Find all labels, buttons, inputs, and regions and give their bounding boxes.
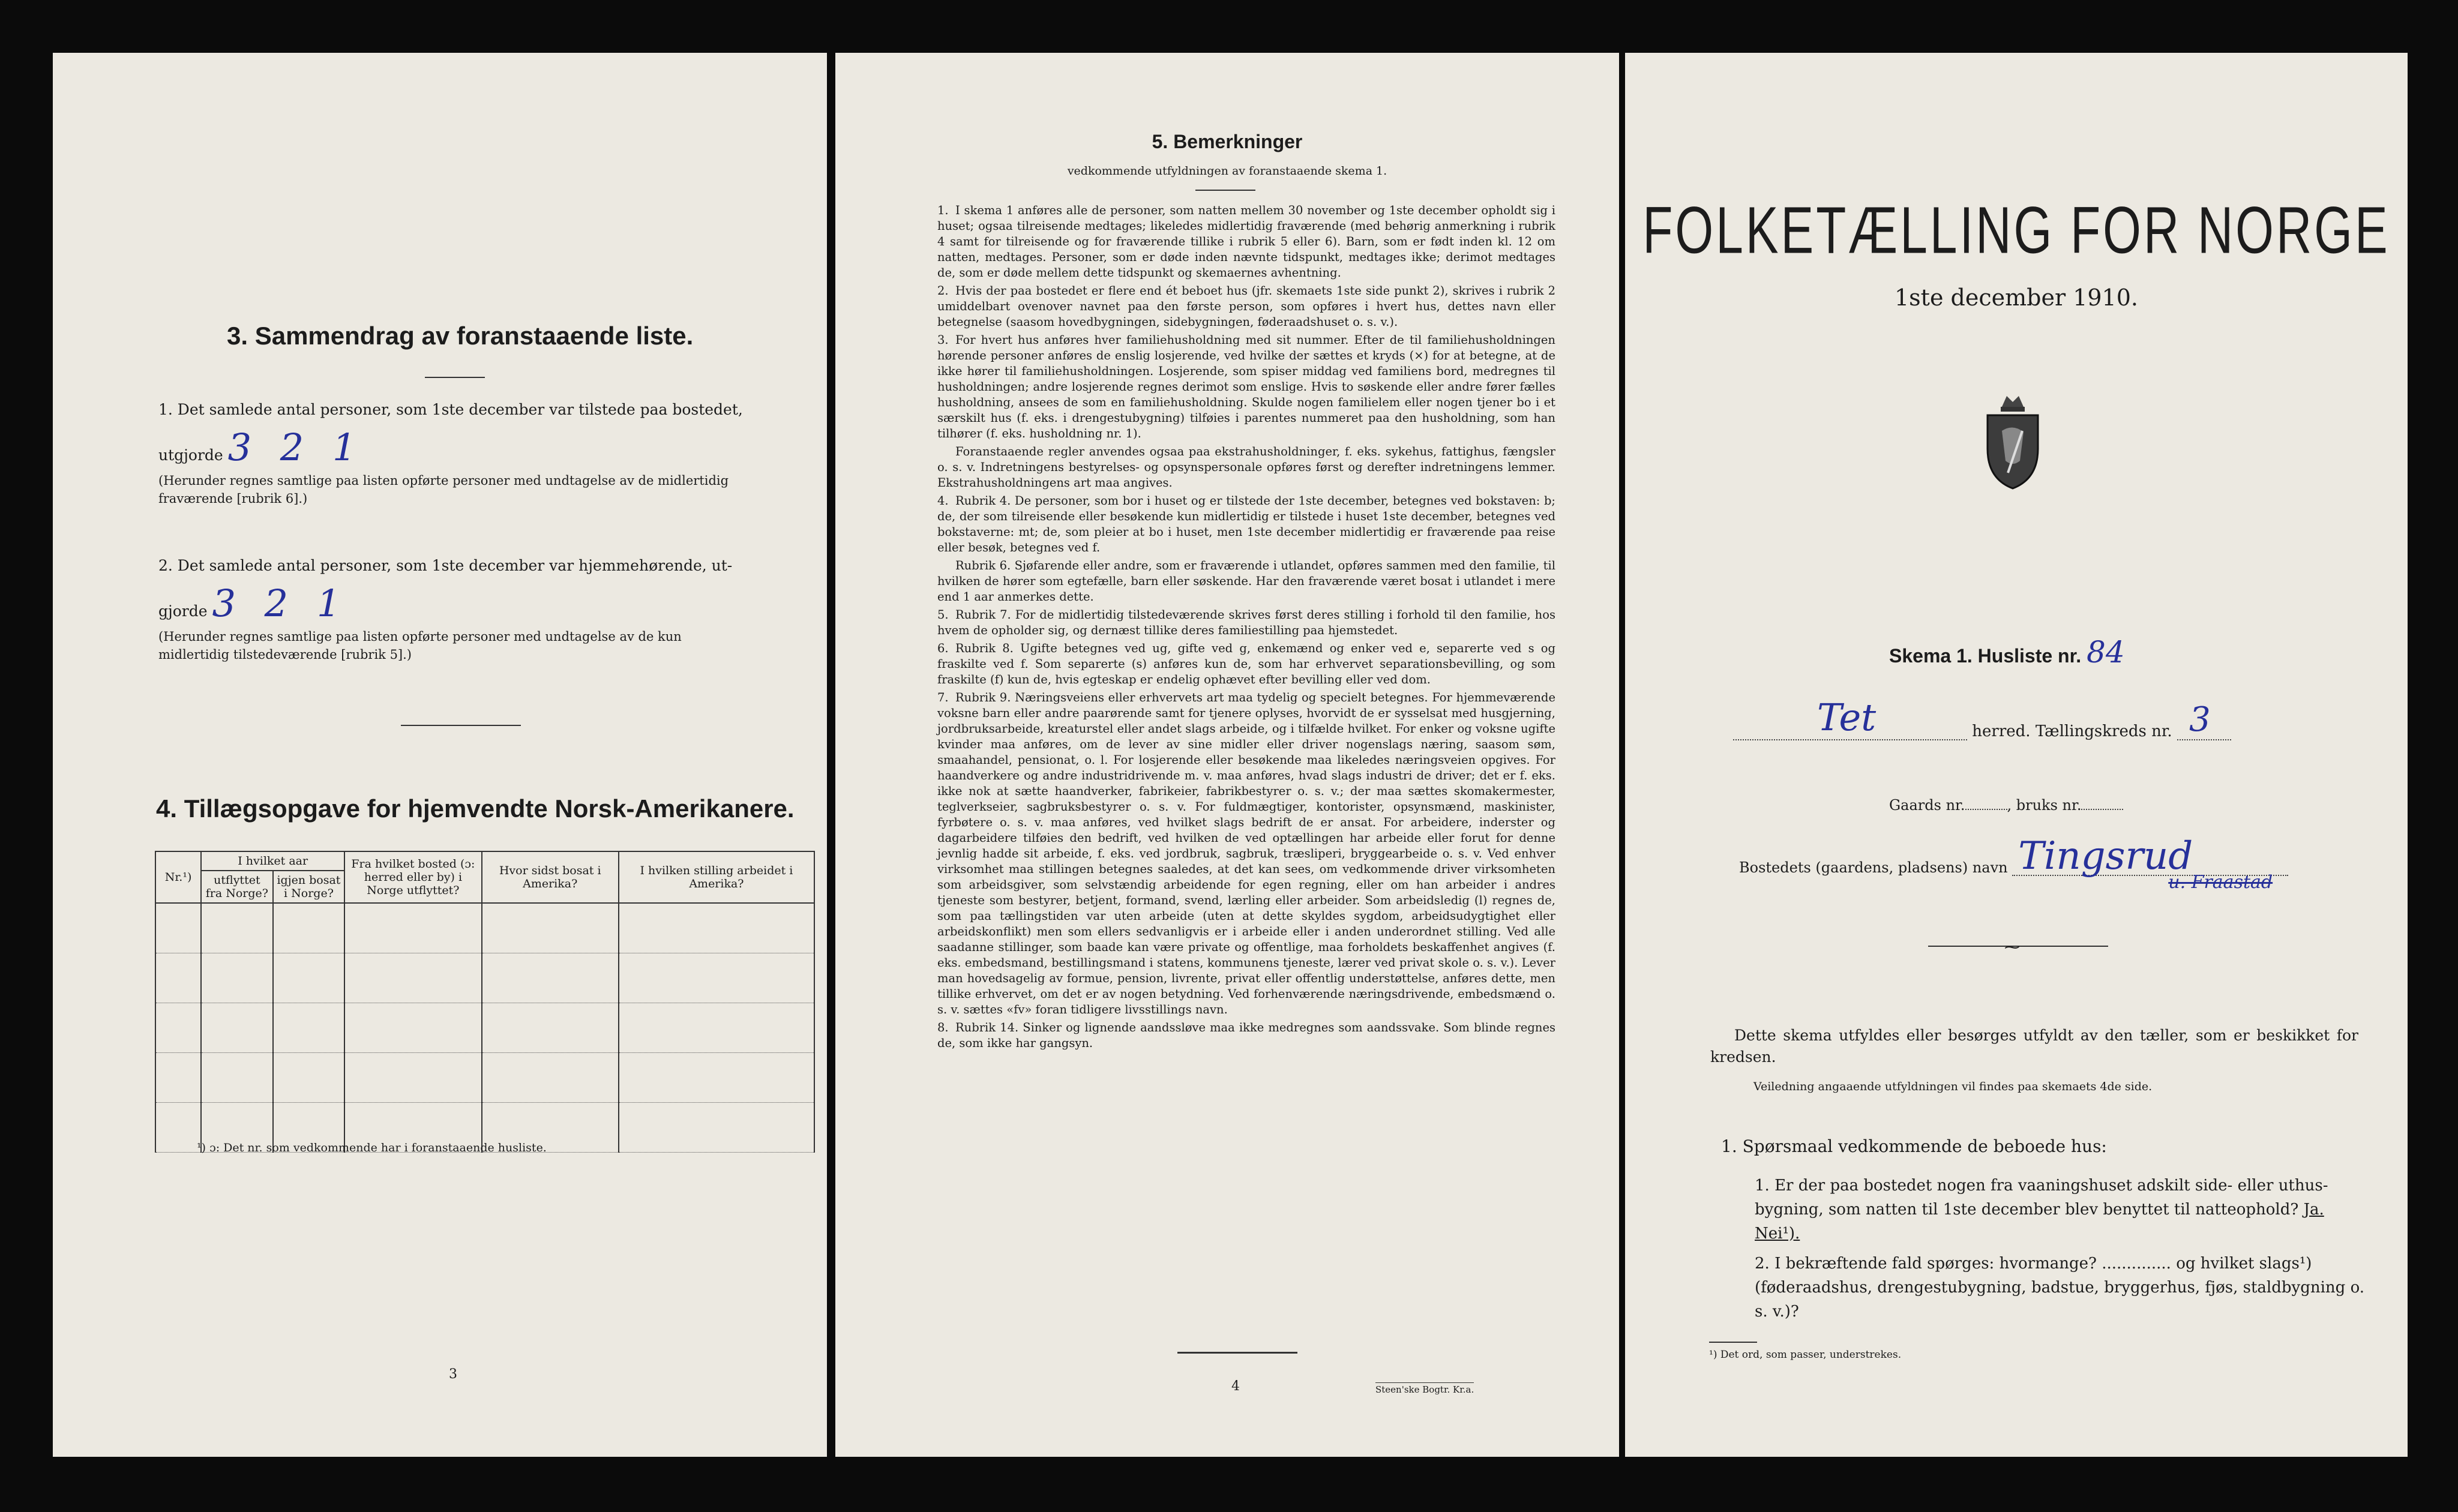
herred-label: herred. [1972, 722, 2031, 740]
remark-paragraph [937, 1020, 1555, 1051]
item2-note: (Herunder regnes samtlige paa listen opførte personer med undtagelse av de kun midlertidig tilstedeværende [rubrik 5].) [158, 629, 682, 662]
question-1-options[interactable]: Ja. Nei¹). [1755, 1201, 2324, 1243]
bruks-label: bruks nr. [2016, 797, 2082, 814]
table-cell[interactable] [273, 903, 345, 953]
item2-lead: gjorde [158, 602, 208, 620]
intro-text: Dette skema utfyldes eller besørges utfyldt av den tæller, som er beskikket for kredsen. [1710, 1027, 2358, 1066]
remark-paragraph [937, 283, 1555, 330]
col-hvor: Hvor sidst bosat i Amerika? [482, 851, 619, 903]
gaards-field[interactable] [1965, 809, 2007, 810]
bosted-line [1739, 834, 2399, 893]
table-cell[interactable] [201, 953, 273, 1003]
remark-paragraph [937, 203, 1555, 281]
col-stilling: I hvilken stilling arbeidet i Amerika? [619, 851, 814, 903]
remark-text: For hvert hus anføres hver familiehusholdning med sit nummer. Efter de til familiehusholdningen hørende personer anføres de enslig losjerende, ved hvilke der sættes et kryds (×) for at betegne, at de ikke hører til familiehusholdningen. Losjerende, som spiser middag ved familiens bord, medregnes til husholdningen; andre losjerende regnes derimot som enslige. Hvis to søskende eller andre fører fælles husholdning, ansees de som en familiehusholdning. Skulde nogen familielem eller nogen tjener bo i et særskilt hus (f. eks. i drengestubygning) tilføies i parentes nummeret paa den husholdning, som han tilhører (f. eks. husholdning nr. 1). [937, 333, 1555, 440]
remarks-list [937, 203, 1555, 1054]
remark-text: I skema 1 anføres alle de personer, som natten mellem 30 november og 1ste december opholdt sig i huset; ogsaa tilreisende medtages; likeledes midlertidig fraværende (med behørig anmerkning i rubrik 4 samt for tilreisende og for fraværende tillike i rubrik 5 eller 6). Barn, som er født inden kl. 12 om natten, medtages. Personer, som er døde inden nævnte tidspunkt, medtages ikke; derimot medtages de, som er døde mellem dette tidspunkt og skemaernes avhentning. [937, 203, 1555, 280]
item1-value[interactable]: 3 2 1 [227, 425, 365, 469]
coat-of-arms-icon [1984, 389, 2042, 491]
table-cell[interactable] [482, 1003, 619, 1053]
page-number: 3 [449, 1367, 457, 1382]
table-cell[interactable] [344, 903, 481, 953]
col-utflyttet: utflyttet fra Norge? [201, 871, 273, 903]
question-2: 2. I bekræftende fald spørges: hvormange? .............. og hvilket slags¹) (føderaadshus, drengestubygning, badstue, bryggerhus, fjøs, staldbygning o. s. v.)? [1755, 1255, 2365, 1321]
remark-text: Foranstaaende regler anvendes ogsaa paa ekstrahusholdninger, f. eks. sykehus, fattighus, fængsler o. s. v. Indretningens bestyrelses- og opsynspersonale opføres først og derefter indretningens lemmer. Ekstrahusholdningens art maa angives. [937, 445, 1555, 490]
table-row [155, 903, 814, 953]
footnote: ¹) Det ord, som passer, understrekes. [1709, 1349, 1902, 1361]
section3-title: 3. Sammendrag av foranstaaende liste. [227, 322, 694, 350]
remark-number: 2. [937, 284, 949, 298]
table-cell[interactable] [201, 1053, 273, 1103]
questions-heading: 1. Spørsmaal vedkommende de beboede hus: [1721, 1136, 2107, 1156]
item1-text: 1. Det samlede antal personer, som 1ste december var tilstede paa bostedet, [158, 401, 743, 418]
page-right [1625, 53, 2408, 1457]
table-cell[interactable] [344, 1003, 481, 1053]
item1-note: (Herunder regnes samtlige paa listen opførte personer med undtagelse av de midlertidig fraværende [rubrik 6].) [158, 473, 729, 506]
table-cell[interactable] [482, 903, 619, 953]
divider [401, 725, 521, 726]
gaards-line: Gaards nr. , bruks nr. [1889, 797, 2123, 814]
divider [1709, 1342, 1757, 1343]
item2-value[interactable]: 3 2 1 [212, 581, 349, 625]
remark-number: 7. [937, 691, 949, 704]
table-cell[interactable] [344, 1053, 481, 1103]
remark-number: 6. [937, 641, 949, 655]
table-cell[interactable] [155, 1053, 201, 1103]
remark-number: 8. [937, 1021, 949, 1034]
remark-number: 5. [937, 608, 949, 622]
col-group-year: I hvilket aar [201, 851, 344, 871]
table-cell[interactable] [482, 953, 619, 1003]
table-cell[interactable] [482, 1053, 619, 1103]
table-cell[interactable] [155, 1003, 201, 1053]
bruks-field[interactable] [2081, 809, 2123, 810]
kreds-field[interactable] [2177, 700, 2231, 740]
herred-field[interactable] [1733, 695, 1967, 740]
remark-paragraph [937, 641, 1555, 688]
item2-text: 2. Det samlede antal personer, som 1ste december var hjemmehørende, ut- [158, 557, 733, 574]
table-row [155, 1053, 814, 1103]
kreds-value: 3 [2189, 700, 2211, 739]
page-number: 4 [1231, 1379, 1240, 1394]
remark-paragraph [937, 690, 1555, 1018]
table-row [155, 1003, 814, 1053]
summary-item-2 [158, 557, 819, 664]
table-cell[interactable] [619, 903, 814, 953]
remarks-title: 5. Bemerkninger [1152, 131, 1303, 152]
remark-text: Rubrik 4. De personer, som bor i huset og er tilstede der 1ste december, betegnes ved bokstaven: b; de, der som tilreisende eller besøkende kun midlertidig er tilstede i huset 1ste december, betegnes ved bokstaverne: mt; de, som pleier at bo i huset, men 1ste december midlertidig er fraværende paa reise eller besøk, betegnes ved f. [937, 494, 1555, 554]
printer-mark: Steen'ske Bogtr. Kr.a. [1375, 1382, 1474, 1395]
remark-text: Rubrik 7. For de midlertidig tilstedeværende skrives først deres stilling i forhold til den familie, hos hvem de opholder sig, og dernæst tillike deres familiestilling paa hjemstedet. [937, 608, 1555, 637]
table-cell[interactable] [619, 953, 814, 1003]
remark-number: 4. [937, 494, 949, 508]
table-cell[interactable] [619, 1103, 814, 1153]
bosted-label: Bostedets (gaardens, pladsens) navn [1739, 859, 2008, 876]
remark-text: Rubrik 9. Næringsveiens eller erhvervets art maa tydelig og specielt betegnes. For hjemmeværende voksne barn eller andre paarørende samt for tjenere oplyses, hvorvidt de er sysselsat med husgjerning, jordbruksarbeide, kreaturstel eller andet slags arbeide, og i tilfælde hvilket. For enker og voksne ugifte kvinder maa anføres, om de lever av sine midler eller driver nogenslags næring, saasom søm, smaahandel, pensionat, o. l. For losjerende eller besøkende maa likeledes næringsveien opgives. For haandverkere og andre industridrivende m. v. maa anføres, hvad slags industri de driver; det er f. eks. ikke nok at sætte haandverker, fabrikeier, fabrikbestyrer o. s. v.; der maa sættes skomakermester, teglverkseier, sagbruksbestyrer o. s. v. For fuldmægtiger, kontorister, opsynsmænd, maskinister, fyrbøtere o. s. v. maa anføres, ved hvilket slags bedrift de er ansat. For arbeidere, inderster og dagarbeidere tilføies den bedrift, ved hvilken de ved optællingen har arbeide eller forut for denne jevnlig hadde sit arbeide, f. eks. ved jordbruk, sagbruk, træsliperi, bryggearbeide o. s. v. Ved enhver virksomhet maa stillingen betegnes saaledes, at det kan sees, om vedkommende driver virksomheten som arbeidsgiver, som selvstændig arbeidende for egen regning, eller om han arbeider i andres tjeneste som bestyrer, betjent, formand, svend, lærling eller arbeider. Som arbeidsledig (l) regnes de, som paa tællingstiden var uten arbeide (uten at dette skyldes sygdom, arbeidsudygtighet eller arbeidskonflikt) men som ellers sedvanligvis er i arbeide eller i anden underordnet stilling. Ved alle saadanne stillinger, som baade kan være private og offentlige, maa forholdets beskaffenhet angives (f. eks. embedsmand, bestillingsmand i statens, kommunens tjeneste, lærer ved privat skole o. s. v.). Lever man hovedsagelig av formue, pension, livrente, privat eller offentlig understøttelse, anføres dette, men tillike erhvervet, om det er av nogen betydning. Ved forhenværende næringsdrivende, embedsmænd o. s. v. sættes «fv» foran tidligere livsstillings navn. [937, 691, 1555, 1016]
table-cell[interactable] [273, 1003, 345, 1053]
remark-text: Rubrik 6. Sjøfarende eller andre, som er fraværende i utlandet, opføres sammen med den familie, til hvilken de hører som egtefælle, barn eller søskende. Har den fraværende været bosat i utlandet i mere end 1 aar anmerkes dette. [937, 559, 1555, 604]
page-left [53, 53, 827, 1457]
item1-lead: utgjorde [158, 446, 223, 464]
remark-paragraph [937, 444, 1555, 491]
summary-item-1 [158, 401, 819, 508]
col-nr: Nr.¹) [155, 851, 201, 903]
table-cell[interactable] [155, 1103, 201, 1153]
bosted-field[interactable] [2012, 834, 2288, 893]
gaards-label: Gaards nr. [1889, 797, 1965, 814]
footnote: ¹) ɔ: Det nr. som vedkommende har i foranstaaende husliste. [197, 1141, 547, 1154]
remark-paragraph [937, 493, 1555, 556]
census-title: FOLKETÆLLING FOR NORGE [1642, 193, 2390, 268]
herred-value: Tet [1817, 695, 1877, 739]
norsk-amerikanere-table [155, 851, 815, 1153]
table-cell[interactable] [273, 1053, 345, 1103]
page-middle [835, 53, 1619, 1457]
skema-label: Skema 1. Husliste nr. [1889, 645, 2082, 667]
bosted-struck: u. Fraastad [2168, 872, 2273, 893]
table-cell[interactable] [344, 953, 481, 1003]
remark-text: Hvis der paa bostedet er flere end ét beboet hus (jfr. skemaets 1ste side punkt 2), skrives i rubrik 2 umiddelbart ovenover navnet paa den første person, som opføres i hvert hus, dettes navn eller betegnelse (saasom hovedbygningen, sidebygningen, føderaadshuset o. s. v.). [937, 284, 1555, 329]
section4-title: 4. Tillægsopgave for hjemvendte Norsk-Amerikanere. [156, 794, 795, 823]
question-1 [1755, 1174, 2373, 1246]
table-cell[interactable] [155, 903, 201, 953]
flourish-icon: ⁓ [2004, 938, 2020, 956]
remark-number: 1. [937, 203, 949, 217]
remark-paragraph [937, 332, 1555, 442]
table-cell[interactable] [273, 953, 345, 1003]
herred-line [1733, 695, 2381, 740]
table-cell[interactable] [619, 1053, 814, 1103]
husliste-number[interactable]: 84 [2087, 635, 2125, 670]
bosted-value: Tingsrud [2018, 834, 2193, 878]
col-igjen: igjen bosat i Norge? [273, 871, 345, 903]
remarks-subtitle: vedkommende utfyldningen av foranstaaende skema 1. [1067, 164, 1387, 178]
col-fra: Fra hvilket bosted (ɔ: herred eller by) i Norge utflyttet? [344, 851, 481, 903]
divider [1195, 190, 1255, 191]
remark-text: Rubrik 14. Sinker og lignende aandssløve maa ikke medregnes som aandssvake. Som blinde regnes de, som ikke har gangsyn. [937, 1021, 1555, 1050]
table-cell[interactable] [201, 903, 273, 953]
table-cell[interactable] [619, 1003, 814, 1053]
census-date: 1ste december 1910. [1895, 284, 2138, 311]
remark-paragraph [937, 607, 1555, 638]
remark-paragraph [937, 558, 1555, 605]
table-cell[interactable] [201, 1003, 273, 1053]
divider [1177, 1352, 1297, 1354]
table-row [155, 953, 814, 1003]
remark-number: 3. [937, 333, 949, 347]
divider [425, 377, 485, 378]
kreds-label: Tællingskreds nr. [2035, 722, 2172, 740]
question-1-text: 1. Er der paa bostedet nogen fra vaaningshuset adskilt side- eller uthus-bygning, som natten til 1ste december blev benyttet til natteophold? [1755, 1177, 2328, 1219]
remark-text: Rubrik 8. Ugifte betegnes ved ug, gifte ved g, enkemænd og enker ved e, separerte ved s og fraskilte ved f. Som separerte (s) anføres kun de, som har erhvervet separationsbevilling, og som fraskilte (f) kun de, hvis egteskap er endelig ophævet efter bevilling eller ved dom. [937, 641, 1555, 686]
table-cell[interactable] [155, 953, 201, 1003]
intro-note: Veiledning angaaende utfyldningen vil findes paa skemaets 4de side. [1753, 1080, 2153, 1093]
